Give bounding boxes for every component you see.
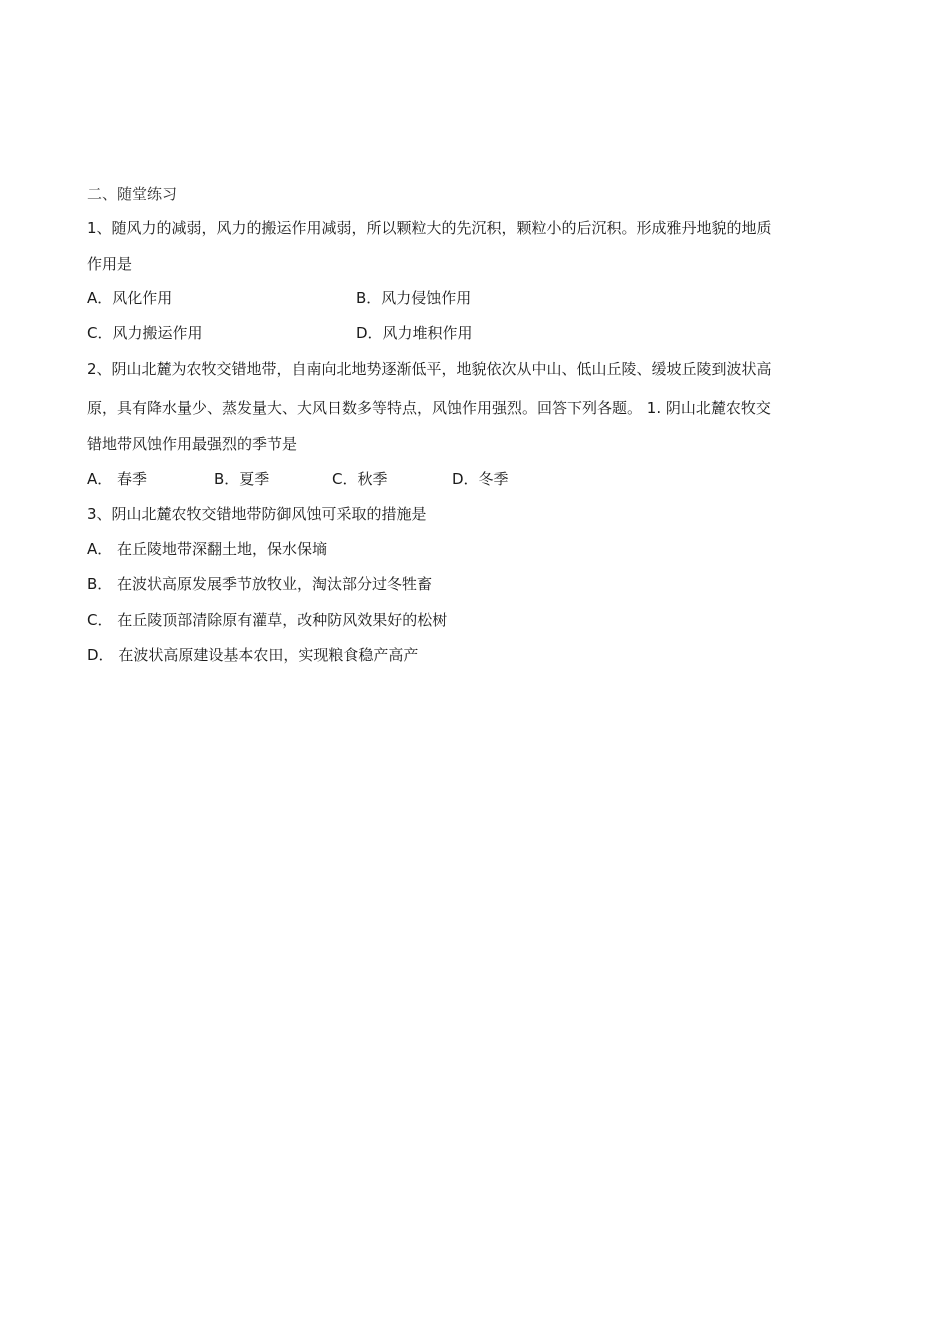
q1-option-d: D．风力堆积作用 (356, 324, 473, 342)
q1-stem-line-2: 作用是 (87, 255, 133, 273)
q2-option-a: A． 春季 (87, 470, 148, 488)
q2-stem-line-1: 2、阴山北麓为农牧交错地带，自南向北地势逐渐低平，地貌依次从中山、低山丘陵、缓坡丘陵到波状高 (87, 360, 772, 378)
q3-option-a: A． 在丘陵地带深翻土地，保水保墒 (87, 540, 328, 558)
q3-option-b: B． 在波状高原发展季节放牧业，淘汰部分过冬牲畜 (87, 575, 433, 593)
q2-option-b: B．夏季 (214, 470, 270, 488)
section-title: 二、随堂练习 (87, 185, 178, 203)
q2-option-c: C．秋季 (332, 470, 388, 488)
q1-option-b: B．风力侵蚀作用 (356, 289, 472, 307)
q2-option-d: D．冬季 (452, 470, 509, 488)
q2-stem-line-2: 原，具有降水量少、蒸发量大、大风日数多等特点，风蚀作用强烈。回答下列各题。 1. 阴山北麓农牧交 (87, 399, 771, 417)
q1-option-a: A．风化作用 (87, 289, 173, 307)
q1-option-c: C．风力搬运作用 (87, 324, 203, 342)
q2-stem-line-3: 错地带风蚀作用最强烈的季节是 (87, 435, 298, 453)
q3-stem: 3、阴山北麓农牧交错地带防御风蚀可采取的措施是 (87, 505, 427, 523)
q3-option-d: D． 在波状高原建设基本农田，实现粮食稳产高产 (87, 646, 419, 664)
q3-option-c: C． 在丘陵顶部清除原有灌草，改种防风效果好的松树 (87, 611, 448, 629)
q1-stem-line-1: 1、随风力的减弱，风力的搬运作用减弱，所以颗粒大的先沉积，颗粒小的后沉积。形成雅丹地貌的地质 (87, 219, 772, 237)
